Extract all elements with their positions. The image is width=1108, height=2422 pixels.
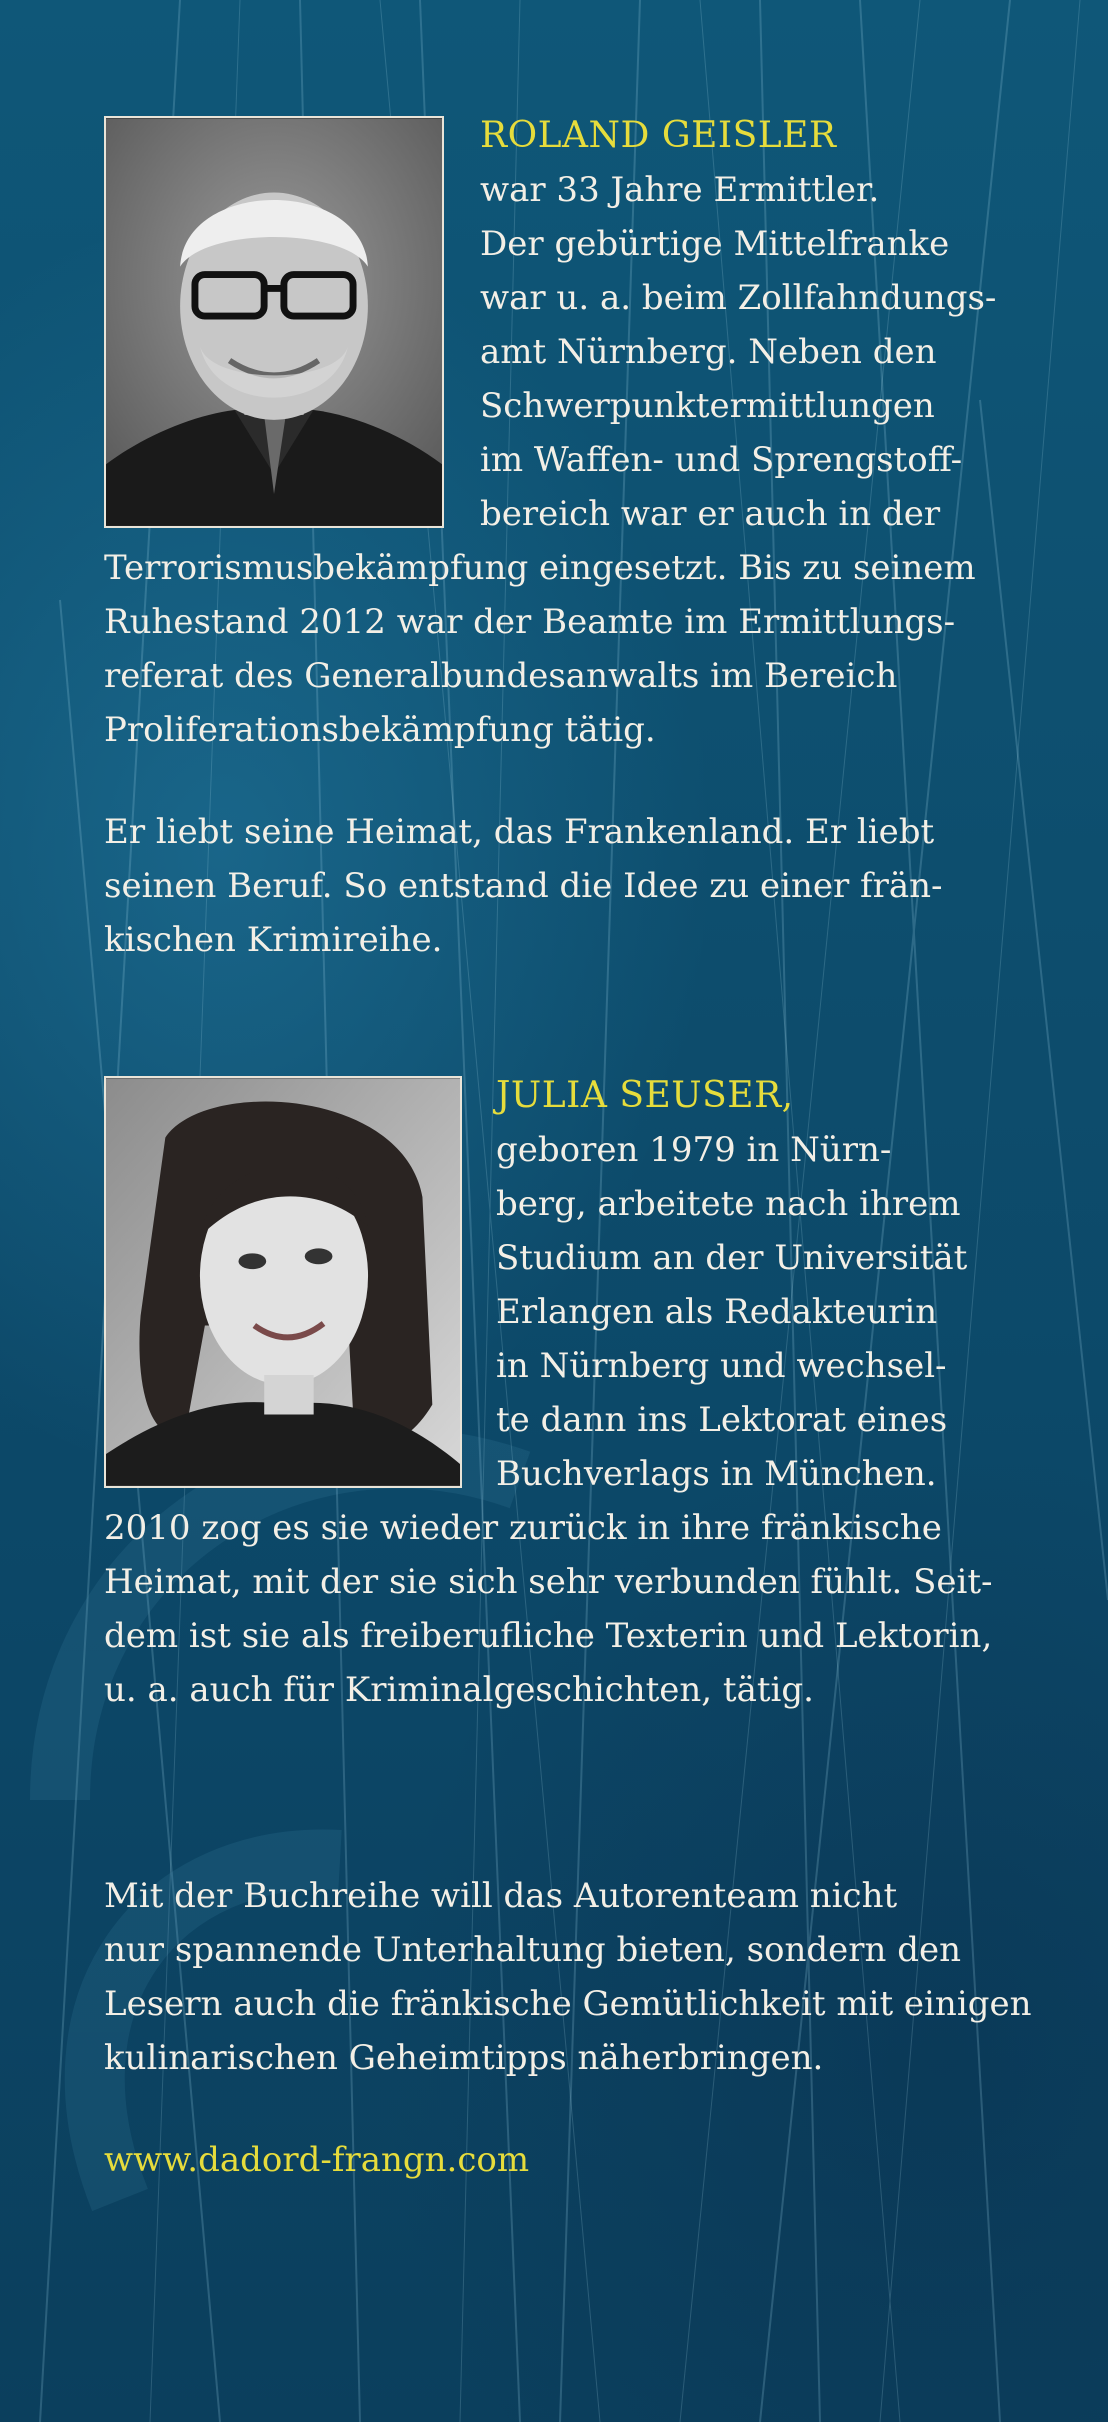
author-1-paragraph-line: seinen Beruf. So entstand die Idee zu einer frän- [104,866,943,906]
author-1-bio-line: war 33 Jahre Ermittler. [480,170,880,210]
author-2-bio-line: in Nürnberg und wechsel- [496,1346,947,1386]
author-1-bio-line: bereich war er auch in der [480,494,941,534]
closing-paragraph-line: Mit der Buchreihe will das Autorenteam nicht [104,1876,898,1916]
closing-paragraph-line: nur spannende Unterhaltung bieten, sondern den [104,1930,962,1970]
author-2-bio-line: berg, arbeitete nach ihrem [496,1184,961,1224]
author-1-bio-line: war u. a. beim Zollfahndungs- [480,278,997,318]
author-2-bio-line: Buchverlags in München. [496,1454,937,1494]
website-link[interactable]: www.dadord-frangn.com [104,2140,530,2180]
author-1-paragraph-line: kischen Krimireihe. [104,920,443,960]
author-1-paragraph-line: Er liebt seine Heimat, das Frankenland. Er liebt [104,812,935,852]
author-1-bio-line: Terrorismusbekämpfung eingesetzt. Bis zu seinem [104,548,976,588]
portrait-woman-icon [106,1078,460,1486]
author-1-bio-line: Proliferationsbekämpfung tätig. [104,710,656,750]
closing-paragraph-line: Lesern auch die fränkische Gemütlichkeit mit einigen [104,1984,1032,2024]
author-1-bio-line: im Waffen- und Sprengstoff- [480,440,963,480]
portrait-man-glasses-icon [106,118,442,526]
closing-paragraph-line: kulinarischen Geheimtipps näherbringen. [104,2038,824,2078]
author-2-name: JULIA SEUSER, [496,1075,794,1116]
author-2-bio-line: te dann ins Lektorat eines [496,1400,948,1440]
author-1-bio-line: referat des Generalbundesanwalts im Bereich [104,656,898,696]
author-2-bio-line: Erlangen als Redakteurin [496,1292,938,1332]
author-2-photo [104,1076,462,1488]
author-1-photo [104,116,444,528]
author-2-bio-line: Heimat, mit der sie sich sehr verbunden fühlt. Seit- [104,1562,993,1602]
author-1-bio-line: amt Nürnberg. Neben den [480,332,937,372]
author-1-name: ROLAND GEISLER [480,115,837,156]
author-2-bio-line: dem ist sie als freiberufliche Texterin und Lektorin, [104,1616,993,1656]
author-2-bio-line: 2010 zog es sie wieder zurück in ihre fränkische [104,1508,942,1548]
author-1-bio-line: Der gebürtige Mittelfranke [480,224,950,264]
author-2-bio-line: geboren 1979 in Nürn- [496,1130,892,1170]
author-2-bio-line: Studium an der Universität [496,1238,968,1278]
author-2-bio-line: u. a. auch für Kriminalgeschichten, tätig. [104,1670,814,1710]
author-1-bio-line: Schwerpunktermittlungen [480,386,935,426]
author-1-bio-line: Ruhestand 2012 war der Beamte im Ermittlungs- [104,602,956,642]
